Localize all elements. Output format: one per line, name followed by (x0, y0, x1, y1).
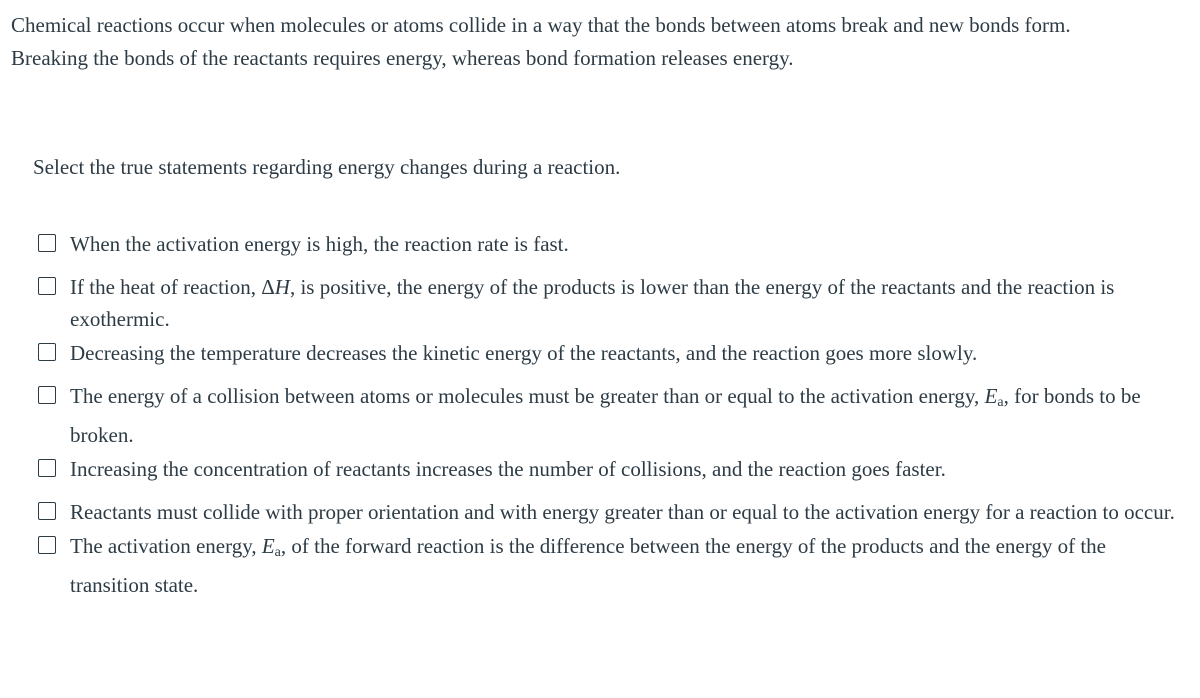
option-7-text-pre: The activation energy, (70, 534, 262, 558)
option-4-text-pre: The energy of a collision between atoms or molecules must be greater than or equal to the activation energy, (70, 384, 985, 408)
option-1-label: When the activation energy is high, the reaction rate is fast. (70, 232, 569, 256)
question-prompt: Select the true statements regarding energy changes during a reaction. (33, 155, 621, 179)
activation-energy-variable: E (261, 534, 275, 558)
option-3[interactable] (38, 337, 1188, 369)
option-6-label: Reactants must collide with proper orientation and with energy greater than or equal to the activation energy for a reaction to occur. (70, 500, 1175, 524)
question-intro (11, 9, 1191, 75)
option-2-checkbox[interactable] (38, 277, 56, 295)
option-7-checkbox[interactable] (38, 536, 56, 554)
option-6[interactable] (38, 496, 1188, 528)
activation-energy-subscript: a (997, 395, 1004, 410)
option-4-text-post: , for bonds to be broken. (70, 384, 1141, 447)
option-1[interactable] (38, 228, 1188, 260)
option-2-label (70, 275, 1114, 331)
option-4[interactable] (38, 380, 1188, 451)
option-3-label: Decreasing the temperature decreases the kinetic energy of the reactants, and the reaction goes more slowly. (70, 341, 978, 365)
option-1-checkbox[interactable] (38, 234, 56, 252)
option-5-checkbox[interactable] (38, 459, 56, 477)
option-2-text-post: , is positive, the energy of the products is lower than the energy of the reactants and the reaction is exothermic. (70, 275, 1115, 331)
intro-line-1: Chemical reactions occur when molecules or atoms collide in a way that the bonds between atoms break and new bonds form. (11, 13, 1071, 37)
option-5[interactable] (38, 453, 1188, 485)
enthalpy-variable: H (274, 275, 290, 299)
option-4-checkbox[interactable] (38, 386, 56, 404)
activation-energy-subscript: a (274, 545, 281, 560)
option-5-label: Increasing the concentration of reactants increases the number of collisions, and the reaction goes faster. (70, 457, 946, 481)
answer-options (38, 228, 1188, 601)
activation-energy-variable: E (984, 384, 998, 408)
option-4-label (70, 384, 1141, 447)
option-3-checkbox[interactable] (38, 343, 56, 361)
delta-symbol: Δ (261, 275, 275, 299)
intro-line-2: Breaking the bonds of the reactants requires energy, whereas bond formation releases energy. (11, 46, 794, 70)
option-7-label (70, 534, 1106, 597)
option-7[interactable] (38, 530, 1188, 601)
option-2-text-pre: If the heat of reaction, (70, 275, 262, 299)
option-2[interactable] (38, 271, 1188, 335)
option-6-checkbox[interactable] (38, 502, 56, 520)
option-7-text-post: , of the forward reaction is the difference between the energy of the products and the energy of the transition state. (70, 534, 1106, 597)
